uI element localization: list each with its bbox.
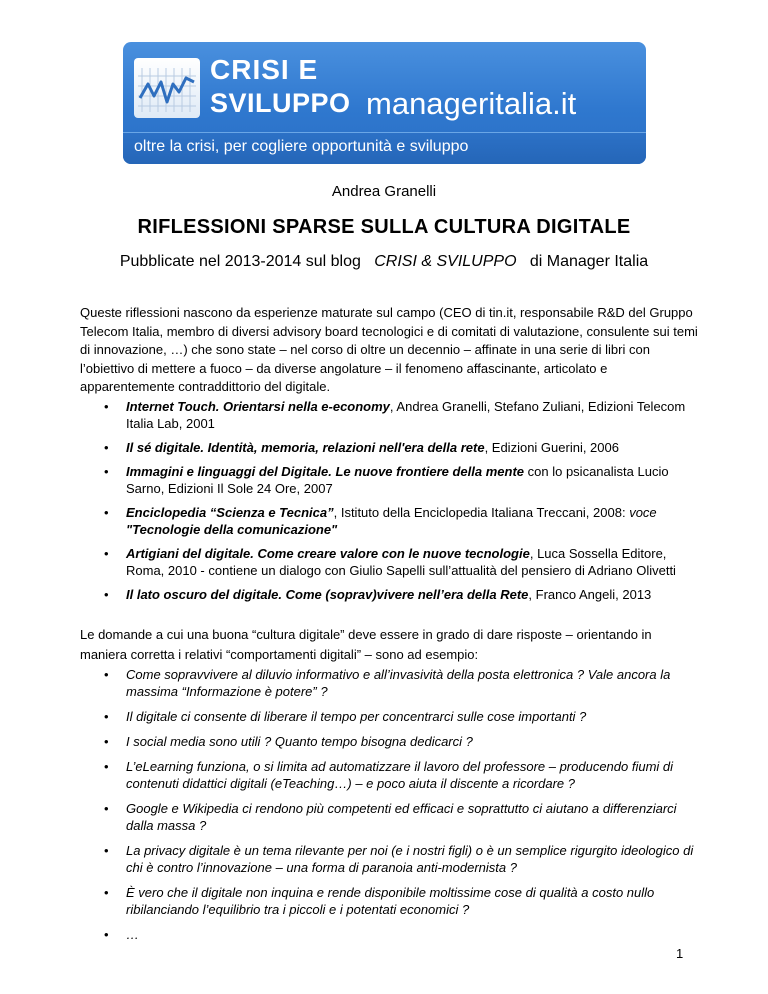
work-title: Il lato oscuro del digitale. Come (soprav)vivere nell’era della Rete <box>126 587 529 602</box>
header-banner <box>123 42 646 164</box>
work-details: , Edizioni Guerini, 2006 <box>484 440 619 455</box>
list-item: • Come sopravvivere al diluvio informativo e all’invasività della posta elettronica ? Vale ancora la massima “Informazione è potere” ? <box>80 666 700 700</box>
list-item <box>80 504 700 538</box>
list-item <box>80 398 700 432</box>
list-item: • Google e Wikipedia ci rendono più competenti ed efficaci e soprattutto ci aiutano a differenziarci dalla massa ? <box>80 800 700 834</box>
list-item <box>80 463 700 497</box>
work-details: , Luca Sossella Editore, Roma, 2010 - contiene un dialogo con Giulio Sapelli sull’attualità del pensiero di Adriano Olivetti <box>126 546 676 578</box>
work-entry: "Tecnologie della comunicazione" <box>126 522 338 537</box>
banner-bottom <box>123 132 646 164</box>
subtitle-blog: CRISI & SVILUPPO <box>374 253 517 270</box>
work-title: Enciclopedia “Scienza e Tecnica” <box>126 505 334 520</box>
banner-line2a: SVILUPPO <box>210 88 351 118</box>
list-item: • I social media sono utili ? Quanto tempo bisogna dedicarci ? <box>80 733 700 750</box>
work-title: Il sé digitale. Identità, memoria, relazioni nell'era della rete <box>126 440 485 455</box>
list-item: • … <box>80 926 700 943</box>
banner-line1: CRISI E <box>210 54 319 85</box>
list-item: • Il digitale ci consente di liberare il tempo per concentrarci sulle cose importanti ? <box>80 708 700 725</box>
document-subtitle <box>0 253 768 271</box>
document-title: RIFLESSIONI SPARSE SULLA CULTURA DIGITALE <box>137 216 631 238</box>
banner-tagline: oltre la crisi, per cogliere opportunità e sviluppo <box>134 138 469 155</box>
banner-site-name: manageritalia.it <box>366 86 577 121</box>
work-voce: voce <box>629 505 657 520</box>
work-title: Immagini e linguaggi del Digitale. Le nuove frontiere della mente <box>126 464 525 479</box>
banner-top <box>123 42 646 132</box>
questions-list <box>80 666 700 951</box>
author-name: Andrea Granelli <box>331 183 437 200</box>
chart-logo-icon <box>134 58 200 118</box>
work-title: Artigiani del digitale. Come creare valore con le nuove tecnologie <box>126 546 530 561</box>
work-details: con lo psicanalista Lucio Sarno, Edizioni Il Sole 24 Ore, 2007 <box>126 464 669 496</box>
work-details: , Andrea Granelli, Stefano Zuliani, Edizioni Telecom Italia Lab, 2001 <box>126 399 686 431</box>
subtitle-prefix: Pubblicate nel 2013-2014 sul blog <box>119 253 361 270</box>
list-item: • La privacy digitale è un tema rilevante per noi (e i nostri figli) o è un semplice rigurgito ideologico di chi è contro l’innovazione – una forma di paranoia anti-modernista ? <box>80 842 700 876</box>
work-title: Internet Touch. Orientarsi nella e-economy <box>126 399 390 414</box>
list-item <box>80 586 700 603</box>
work-details: , Franco Angeli, 2013 <box>528 587 652 602</box>
page-number: 1 <box>676 946 684 961</box>
subtitle-suffix: di Manager Italia <box>529 253 649 270</box>
list-item <box>80 545 700 579</box>
questions-intro: Le domande a cui una buona “cultura digitale” deve essere in grado di dare risposte – orientando in maniera corretta i relativi “comportamenti digitali” – sono ad esempio: <box>80 627 652 662</box>
list-item: • L’eLearning funziona, o si limita ad automatizzare il lavoro del professore – producendo fiumi di contenuti didattici digitali (eTeaching…) – e poco aiuta il discente a ricordare ? <box>80 758 700 792</box>
intro-paragraph: Queste riflessioni nascono da esperienze maturate sul campo (CEO di tin.it, responsabile R&D del Gruppo Telecom Italia, membro di diversi advisory board tecnologici e di comitati di valutazione, consulente sui temi di innovazione, …) che sono state – nel corso di oltre un decennio – affinate in una serie di libri con l’obiettivo di mettere a fuoco – da diverse angolature – il fenomeno affascinante, articolato e apparentemente contraddittorio del digitale. <box>80 305 698 395</box>
list-item <box>80 439 700 456</box>
list-item: • È vero che il digitale non inquina e rende disponibile moltissime cose di qualità a costo nullo ribilanciando l’equilibrio tra i piccoli e i potentati economici ? <box>80 884 700 918</box>
works-list <box>80 398 700 610</box>
work-details: , Istituto della Enciclopedia Italiana Treccani, 2008: <box>333 505 630 520</box>
